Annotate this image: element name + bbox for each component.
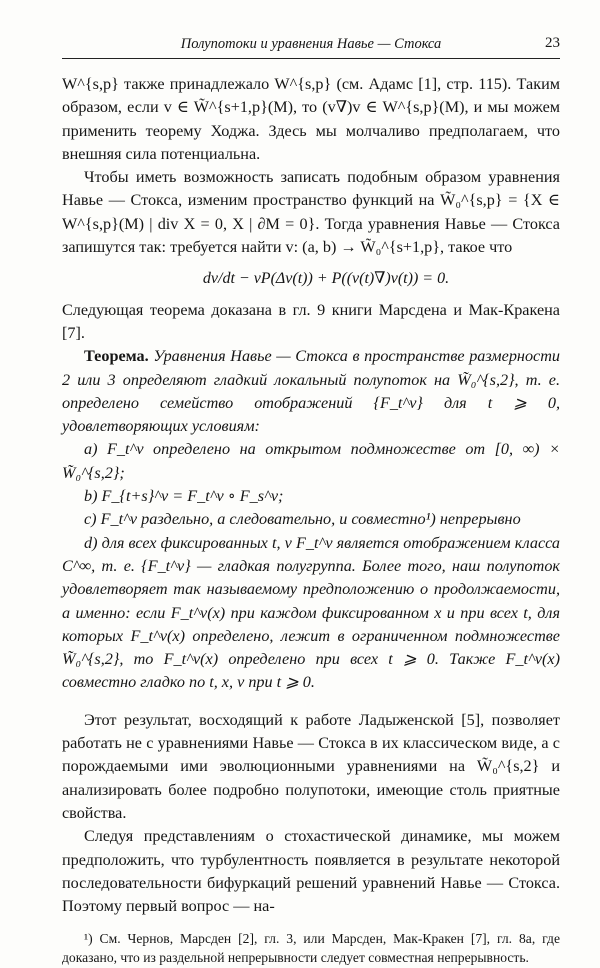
condition-c: c) F_t^ν раздельно, а следовательно, и совместно¹) непрерывно <box>84 510 521 529</box>
navier-stokes-equation: dv/dt − νP(Δv(t)) + P((v(t)∇)v(t)) = 0. <box>202 270 450 288</box>
footnote-text: См. Чернов, Марсден [2], гл. 3, или Марсден, Мак-Кракен [7], гл. 8а, где доказано, что из раздельной непрерывности следует совместная непрерывность. <box>62 931 560 965</box>
page-header <box>62 34 560 59</box>
running-title: Полупотоки и уравнения Навье — Стокса <box>180 36 442 52</box>
page-number: 23 <box>545 35 560 51</box>
footnote-mark: ¹) <box>84 931 93 947</box>
page-body <box>62 73 560 968</box>
theorem-intro: Уравнения Навье — Стокса в пространстве размерности 2 или 3 определяют гладкий локальный полупоток на W̃₀^{s,2}, т. е. определено семейство отображений {F_t^ν} для t ⩾ 0, удовлетворяющих условиям: <box>62 347 561 436</box>
theorem <box>62 345 560 438</box>
condition-d: d) для всех фиксированных t, ν F_t^ν является отображением класса C^∞, т. е. {F_t^ν} — гладкая полугруппа. Более того, наш полупоток удовлетворяет так называемому предположению о продолжаемости, а именно: если F_t^ν(x) при каждом фиксированном x и при всех t, для которых F_t^ν(x) определено, лежит в ограниченном подмножестве W̃₀^{s,2}, то F_t^ν(x) определено при всех t ⩾ 0. Также F_t^ν(x) совместно гладко по t, x, ν при t ⩾ 0. <box>62 533 560 692</box>
condition-a: a) F_t^ν определено на открытом подмножестве от [0, ∞) × W̃₀^{s,2}; <box>62 440 560 482</box>
footnote <box>62 930 560 967</box>
paragraph-1: W^{s,p} также принадлежало W^{s,p} (см. Адамс [1], стр. 115). Таким образом, если v ∈ W̃^{s+1,p}(M), то (v∇)v ∈ W^{s,p}(M), и мы можем применить теорему Ходжа. Здесь мы молчаливо предполагаем, что внешняя сила потенциальна. <box>62 75 560 163</box>
paragraph-5: Следуя представлениям о стохастической динамике, мы можем предположить, что турбулентность появляется в результате некоторой последовательности бифуркаций решений уравнений Навье — Стокса. Поэтому первый вопрос — на- <box>62 827 560 916</box>
book-page <box>62 34 560 968</box>
paragraph-2: Чтобы иметь возможность записать подобным образом уравнения Навье — Стокса, изменим пространство функций на W̃₀^{s,p} = {X ∈ W^{s,p}(M) | div X = 0, X | ∂M = 0}. Тогда уравнения Навье — Стокса запишутся так: требуется найти v: (a, b) → W̃₀^{s+1,p}, такое что <box>62 168 560 257</box>
theorem-label: Теорема. <box>84 347 149 366</box>
condition-b: b) F_{t+s}^ν = F_t^ν ∘ F_s^ν; <box>84 487 284 506</box>
paragraph-4: Этот результат, восходящий к работе Ладыженской [5], позволяет работать не с уравнениями Навье — Стокса в их классическом виде, а с порождаемыми ими эволюционными уравнениями на W̃₀^{s,2} и анализировать более подробно полупотоки, имеющие столь приятные свойства. <box>62 710 560 822</box>
paragraph-3: Следующая теорема доказана в гл. 9 книги Марсдена и Мак-Кракена [7]. <box>62 300 560 342</box>
